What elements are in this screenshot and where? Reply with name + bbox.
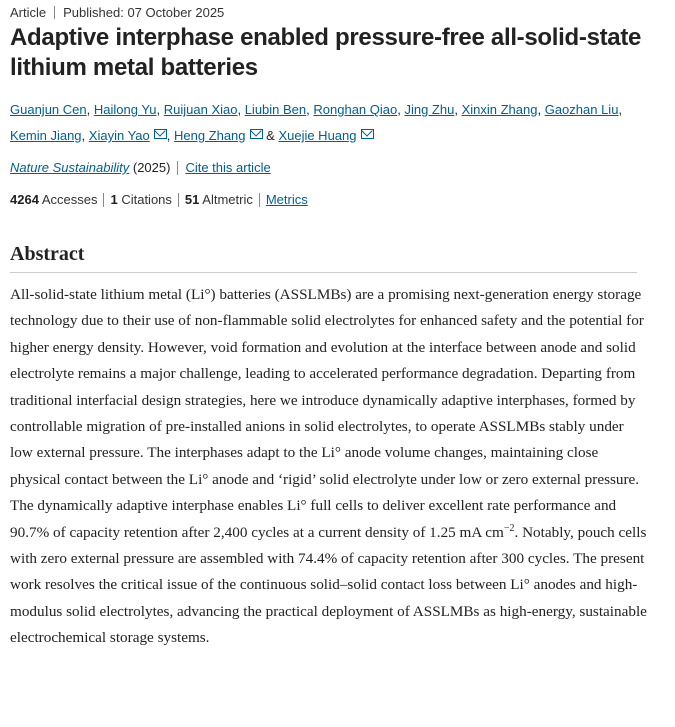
mail-icon[interactable] xyxy=(250,129,263,139)
author-link[interactable]: Guanjun Cen xyxy=(10,102,87,117)
accesses-count: 4264 xyxy=(10,192,39,207)
author-link[interactable]: Ronghan Qiao xyxy=(313,102,398,117)
altmetric-label: Altmetric xyxy=(202,192,253,207)
author-list: Guanjun Cen, Hailong Yu, Ruijuan Xiao, Liubin Ben, Ronghan Qiao, Jing Zhu, Xinxin Zhang, Gaozhan Liu, Kemin Jiang, Xiayin Yao , Heng Zhang & Xuejie Huang xyxy=(10,102,623,143)
author-link[interactable]: Xuejie Huang xyxy=(278,128,357,143)
article-page xyxy=(0,4,675,652)
citations-count: 1 xyxy=(110,192,118,207)
abstract-part-2: . Notably, pouch cells with zero external pressure are assembled with 74.4% of capacity retention after 300 cycles. The present work resolves the critical issue of the continuous solid–solid contact loss between Li° anodes and high-modulus solid electrolytes, advancing the practical deployment of ASSLMBs as high-energy, sustainable electrochemical storage systems. xyxy=(10,523,647,647)
accesses-label: Accesses xyxy=(41,192,98,207)
cite-link[interactable]: Cite this article xyxy=(185,160,271,175)
altmetric-score: 51 xyxy=(184,192,200,207)
author-link[interactable]: Jing Zhu xyxy=(404,102,455,117)
article-metrics xyxy=(10,191,665,209)
citations-label: Citations xyxy=(121,192,172,207)
author-link[interactable]: Gaozhan Liu xyxy=(544,102,619,117)
journal-line xyxy=(10,159,665,177)
author-link[interactable]: Xinxin Zhang xyxy=(461,102,538,117)
journal-divider xyxy=(177,161,178,175)
mail-icon[interactable] xyxy=(154,129,167,139)
author-link[interactable]: Kemin Jiang xyxy=(10,128,82,143)
journal-year: (2025) xyxy=(132,160,171,175)
metrics-divider xyxy=(103,193,104,207)
metrics-link[interactable]: Metrics xyxy=(265,192,308,207)
abstract-part-1: All-solid-state lithium metal (Li°) batteries (ASSLMBs) are a promising next-generation energy storage technology due to their use of non-flammable solid electrolytes for enhanced safety and the potential for higher energy density. However, void formation and evolution at the interface between anode and solid electrolyte remains a major challenge, leading to accelerated performance degradation. Departing from traditional interfacial design strategies, here we introduce dynamically adaptive interphases, formed by controllable migration of pre-installed anions in solid electrolytes, to operate ASSLMBs stably under low external pressure. The interphases adapt to the Li° anode volume changes, maintaining close physical contact between the Li° anode and ‘rigid’ solid electrolyte under low or zero external pressure. The dynamically adaptive interphase enables Li° full cells to deliver excellent rate performance and 90.7% of capacity retention after 2,400 cycles at a current density of 1.25 mA cm xyxy=(10,286,644,541)
author-link[interactable]: Ruijuan Xiao xyxy=(163,102,238,117)
article-title: Adaptive interphase enabled pressure-free all-solid-state lithium metal batteries xyxy=(10,24,642,81)
journal-link[interactable]: Nature Sustainability xyxy=(10,160,130,175)
abstract-heading: Abstract xyxy=(10,243,637,273)
abstract-text xyxy=(10,282,650,652)
author-link[interactable]: Liubin Ben xyxy=(244,102,307,117)
abstract-superscript: −2 xyxy=(503,522,515,534)
mail-icon[interactable] xyxy=(361,129,374,139)
author-link[interactable]: Hailong Yu xyxy=(93,102,157,117)
metrics-divider xyxy=(178,193,179,207)
meta-divider xyxy=(54,6,55,19)
author-link[interactable]: Heng Zhang xyxy=(173,128,246,143)
author-link[interactable]: Xiayin Yao xyxy=(88,128,150,143)
article-type: Article xyxy=(10,5,47,20)
metrics-divider xyxy=(259,193,260,207)
article-meta xyxy=(10,4,665,21)
published-date: Published: 07 October 2025 xyxy=(63,5,225,20)
